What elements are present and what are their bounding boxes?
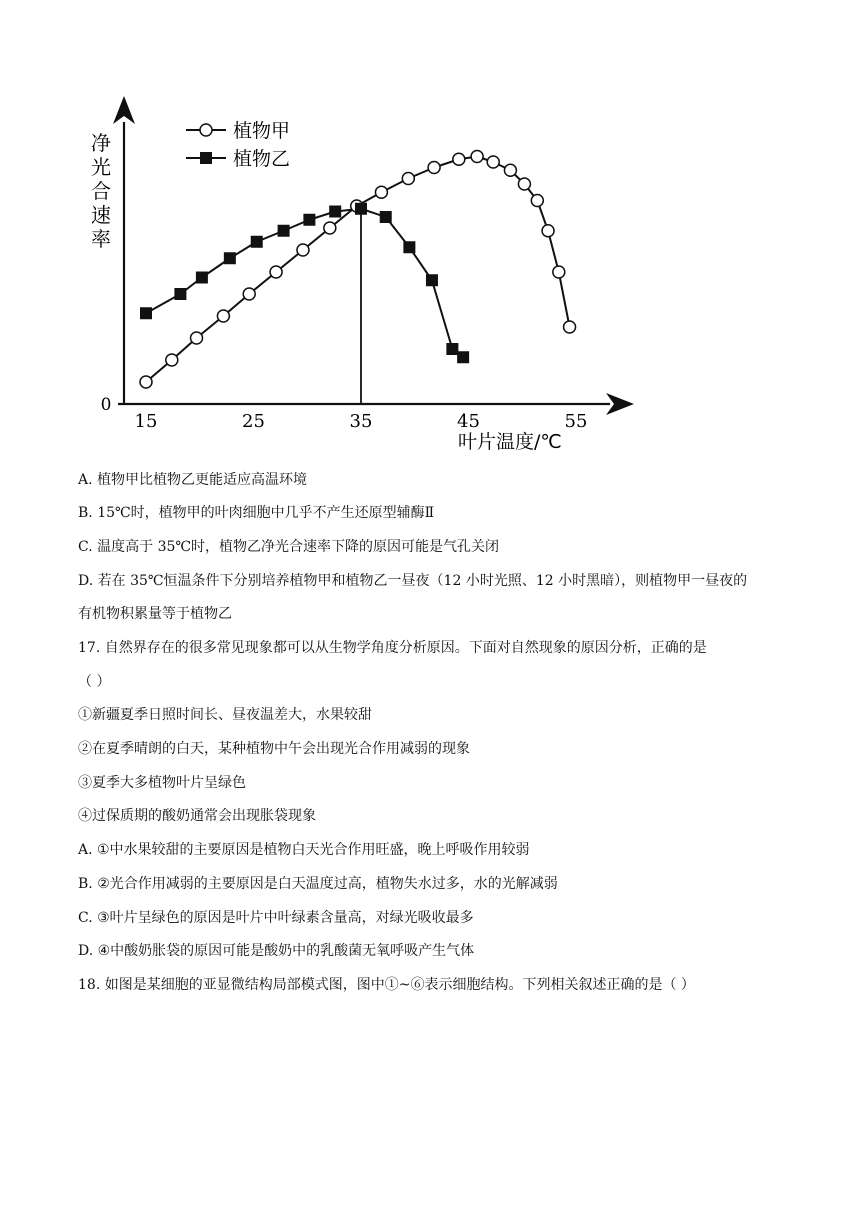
option-16-a: A. 植物甲比植物乙更能适应高温环境 [78, 472, 308, 488]
data-point-yi [278, 225, 290, 237]
data-point-yi [140, 307, 152, 319]
question-17-item-3: ③夏季大多植物叶片呈绿色 [78, 775, 246, 791]
data-point-jia [553, 266, 565, 278]
x-axis-label: 叶片温度/℃ [458, 431, 562, 453]
series-group [140, 151, 576, 389]
data-point-jia [297, 244, 309, 256]
data-point-yi [251, 236, 263, 248]
data-point-jia [402, 173, 414, 185]
option-16-d-continued: 有机物积累量等于植物乙 [78, 606, 232, 622]
data-point-jia [217, 310, 229, 322]
data-point-jia [270, 266, 282, 278]
data-point-yi [303, 214, 315, 226]
data-point-yi [446, 343, 458, 355]
data-point-jia [471, 151, 483, 163]
question-17-answer-paren: （ ） [78, 674, 111, 690]
legend-label-yi: 植物乙 [233, 148, 291, 170]
x-tick-label: 45 [457, 411, 480, 432]
data-point-yi [355, 203, 367, 215]
option-16-d: D. 若在 35℃恒温条件下分别培养植物甲和植物乙一昼夜（12 小时光照、12 小时黑暗），则植物甲一昼夜的 [78, 573, 748, 589]
y-axis-label [91, 131, 111, 251]
x-tick-label: 15 [134, 411, 158, 432]
data-point-yi [196, 272, 208, 284]
y-axis-label-char: 光 [91, 155, 111, 179]
y-axis-label-char: 净 [91, 131, 111, 155]
question-17-item-2: ②在夏季晴朗的白天，某种植物中午会出现光合作用减弱的现象 [78, 741, 470, 757]
data-point-jia [375, 186, 387, 198]
x-axis-arrow [606, 393, 634, 415]
option-16-c: C. 温度高于 35℃时，植物乙净光合速率下降的原因可能是气孔关闭 [78, 539, 500, 555]
x-tick-label: 25 [242, 411, 265, 432]
series-line-jia [146, 157, 570, 383]
legend [186, 120, 290, 170]
question-17-item-1: ①新疆夏季日照时间长、昼夜温差大，水果较甜 [78, 707, 372, 723]
data-point-jia [166, 354, 178, 366]
data-point-jia [487, 156, 499, 168]
data-point-yi [426, 274, 438, 286]
data-point-jia [140, 376, 152, 388]
y-axis-label-char: 合 [91, 179, 111, 203]
data-point-yi [224, 252, 236, 264]
data-point-yi [174, 288, 186, 300]
net-photosynthesis-chart [0, 0, 860, 470]
y-origin-label: 0 [100, 395, 112, 415]
data-point-jia [564, 321, 576, 333]
y-axis-label-char: 速 [91, 203, 111, 227]
data-point-yi [329, 206, 341, 218]
data-point-jia [531, 195, 543, 207]
y-axis-arrow [113, 96, 135, 124]
question-17-stem: 17. 自然界存在的很多常见现象都可以从生物学角度分析原因。下面对自然现象的原因分析，正确的是 [78, 640, 707, 656]
data-point-jia [518, 178, 530, 190]
data-point-jia [542, 225, 554, 237]
option-16-b: B. 15℃时，植物甲的叶肉细胞中几乎不产生还原型辅酶Ⅱ [78, 505, 435, 521]
y-axis-label-char: 率 [91, 227, 111, 251]
option-17-c: C. ③叶片呈绿色的原因是叶片中叶绿素含量高，对绿光吸收最多 [78, 910, 474, 926]
data-point-yi [457, 351, 469, 363]
option-17-d: D. ④中酸奶胀袋的原因可能是酸奶中的乳酸菌无氧呼吸产生气体 [78, 943, 475, 959]
x-tick-labels [135, 411, 588, 432]
option-17-a: A. ①中水果较甜的主要原因是植物白天光合作用旺盛，晚上呼吸作用较弱 [78, 842, 530, 858]
data-point-yi [403, 241, 415, 253]
question-17-item-4: ④过保质期的酸奶通常会出现胀袋现象 [78, 808, 316, 824]
data-point-yi [380, 211, 392, 223]
legend-label-jia: 植物甲 [233, 120, 291, 142]
data-point-jia [324, 222, 336, 234]
question-18-stem: 18. 如图是某细胞的亚显微结构局部模式图，图中①~⑥表示细胞结构。下列相关叙述正确的是（ ） [78, 977, 695, 993]
data-point-jia [243, 288, 255, 300]
data-point-jia [428, 162, 440, 174]
option-17-b: B. ②光合作用减弱的主要原因是白天温度过高，植物失水过多，水的光解减弱 [78, 876, 558, 892]
data-point-jia [504, 164, 516, 176]
data-point-jia [453, 153, 465, 165]
x-tick-label: 35 [349, 411, 373, 432]
legend-marker-yi [200, 152, 212, 164]
data-point-jia [191, 332, 203, 344]
legend-marker-jia [200, 124, 212, 136]
x-tick-label: 55 [564, 411, 588, 432]
